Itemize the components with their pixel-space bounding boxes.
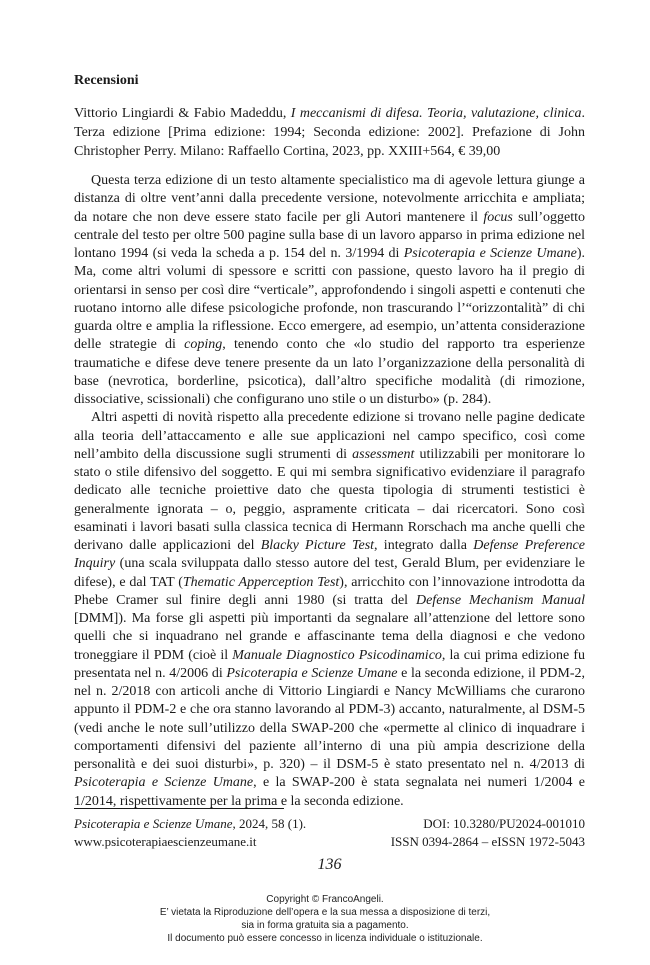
italic-text-run: focus: [483, 209, 513, 225]
text-run: Altri aspetti di novità rispetto alla precedente edizione si trovano nelle pagine dedicate alla teoria dell’attaccamento e alle sue applicazioni nel campo specifico, così come nell’ambito della discussione sugli strumenti di: [74, 410, 585, 462]
italic-text-run: Blacky Picture Test: [260, 538, 375, 553]
italic-text-run: Defense Mechanism Manual: [415, 592, 585, 608]
text-run: sull’oggetto centrale del testo per oltre 500 pagine sulla base di un lavoro apparso in prima edizione nel lontano 1994 (si veda la scheda a p. 154 del n. 3/1994 di: [74, 209, 585, 261]
text-run: , e la SWAP-200 è stata segnalata nei numeri 1/2004 e 1/2014, rispettivamente per la prima e la seconda edizione.: [74, 775, 585, 809]
text-run: Vittorio Lingiardi & Fabio Madeddu,: [74, 106, 291, 121]
footnote-rule: [74, 808, 284, 809]
book-citation: [74, 104, 585, 161]
footer-row-1: [74, 815, 585, 833]
review-paragraph-2: [74, 409, 585, 811]
journal-website: www.psicoterapiaescienzeumane.it: [74, 834, 257, 849]
page-number: 136: [317, 856, 342, 873]
text-run: , integrato dalla: [374, 538, 474, 553]
text-run: . Terza edizione [Prima edizione: 1994; Seconda edizione: 2002]. Prefazione di John Christopher Perry. Milano: Raffaello Cortina, 2023, pp. XXIII+564, € 39,00: [74, 106, 585, 159]
footer-row-2: [74, 833, 585, 851]
italic-text-run: Psicoterapia e Scienze Umane: [226, 665, 398, 681]
text-run: Questa terza edizione di un testo altamente specialistico ma di agevole lettura giunge a distanza di oltre vent’anni dalla precedente versione, notevolmente arricchita e ampliata; da notare che non deve essere stato facile per gli Autori mantenere il: [74, 173, 585, 225]
italic-text-run: assessment: [352, 446, 415, 462]
text-run: e la seconda edizione, il PDM-2, nel n. 2/2018 con articoli anche di Vittorio Lingiardi e Nancy McWilliams che curarono appunto il PDM-2 e che ora stanno lavorando al PDM-3) accanto, naturalmente, al DSM-5 (vedi anche le note sull’utilizzo della SWAP-200 che «permette al clinico di inquadrare i comportamenti difensivi del paziente all’interno di una più ampia descrizione della personalità e dei suoi disturbi», p. 320) – il DSM-5 è stato presentato nel n. 4/2013 di: [74, 665, 585, 772]
italic-text-run: Defense Preference Inquiry: [74, 538, 585, 572]
italic-text-run: coping: [184, 337, 223, 353]
text-run: , la cui prima edizione fu presentata nel n. 4/2006 di: [74, 647, 585, 681]
journal-footer: [74, 815, 585, 851]
text-run: (una scala sviluppata dallo stesso autore del test, Gerald Blum, per evidenziare le difese), e dal TAT (: [74, 556, 585, 590]
copyright-line-2: E’ vietata la Riproduzione dell’opera e la sua messa a disposizione di terzi,: [159, 907, 491, 918]
section-heading: Recensioni: [74, 73, 139, 88]
copyright-line-4: Il documento può essere concesso in licenza individuale o istituzionale.: [167, 933, 483, 944]
text-run: ), arricchito con l’innovazione introdotta da Phebe Cramer sul finire degli anni 1980 (si tratta del: [74, 574, 585, 608]
text-run: , tenendo conto che «lo studio del rapporto tra esperienze traumatiche e difese deve tenere presente da un lato l’organizzazione della personalità di base (nevrotica, borderline, psicotica), dall’altro specifiche modalità (di rimozione, dissociative, scissionali) che configurano uno stile o un disturbo» (p. 284).: [74, 337, 585, 407]
copyright-line-1: Copyright © FrancoAngeli.: [266, 894, 384, 905]
copyright-line-3: sia in forma gratuita sia a pagamento.: [241, 920, 409, 931]
review-paragraph-1: [74, 172, 585, 409]
review-body: [74, 172, 585, 811]
journal-title: Psicoterapia e Scienze Umane: [74, 816, 233, 831]
italic-text-run: Manuale Diagnostico Psicodinamico: [232, 647, 442, 663]
journal-issue: , 2024, 58 (1).: [232, 816, 307, 831]
italic-text-run: Psicoterapia e Scienze Umane: [403, 246, 577, 261]
copyright-notice: [0, 893, 650, 945]
issn-text: ISSN 0394-2864 – eISSN 1972-5043: [390, 834, 585, 849]
journal-reference: [74, 815, 306, 833]
text-run: [DMM]). Ma forse gli aspetti più importanti da segnalare all’attenzione del lettore sono quelli che si inquadrano nel grande e affascinante tema della diagnosi e che vedono troneggiare il PDM (cioè il: [74, 611, 585, 663]
italic-text-run: Thematic Apperception Test: [182, 574, 340, 590]
text-run: utilizzabili per monitorare lo stato o stile difensivo del soggetto. E qui mi sembra significativo evidenziare il paragrafo dedicato alle tecniche proiettive dato che questa tipologia di strumenti testistici è generalmente ignorata – o, peggio, aspramente criticata – dai ricercatori. Sono così esaminati i lavori basati sulla classica tecnica di Hermann Rorschach ma anche quelli che derivano dalle applicazioni del: [74, 446, 585, 553]
text-run: ). Ma, come altri volumi di spessore e scritti con passione, questo lavoro ha il pregio di orientarsi in senso per così dire “verticale”, approfondendo i singoli aspetti e contenuti che ruotano intorno alle difese psicologiche profonde, non trascurando l’“orizzontalità” di chi guarda oltre e amplia la riflessione. Ecco emergere, ad esempio, un’attenta considerazione delle strategie di: [74, 246, 585, 353]
doi-text: DOI: 10.3280/PU2024-001010: [423, 816, 585, 831]
italic-text-run: Psicoterapia e Scienze Umane: [74, 775, 254, 791]
italic-text-run: I meccanismi di difesa. Teoria, valutazione, clinica: [290, 106, 582, 121]
